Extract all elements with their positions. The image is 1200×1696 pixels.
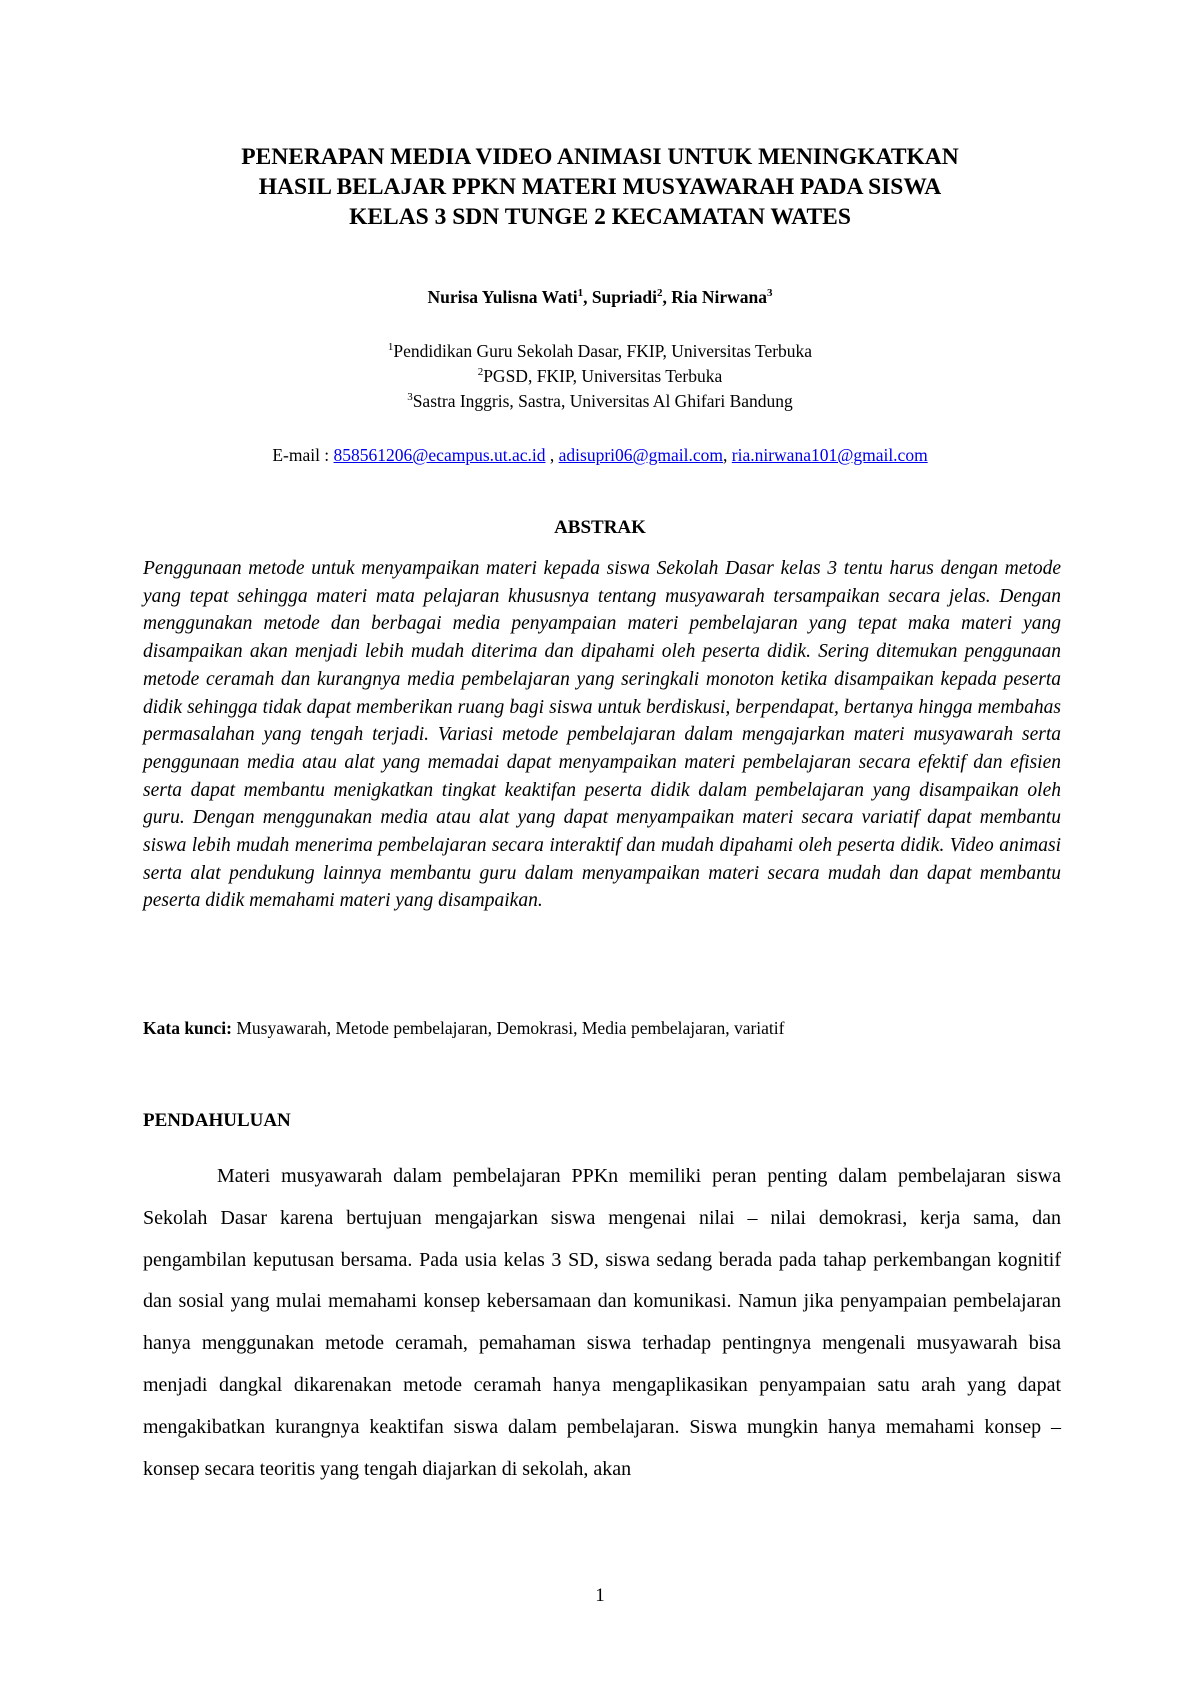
author-affiliation-mark: 2 [657,287,663,300]
affiliation-item [140,339,1060,364]
abstract-text: Penggunaan metode untuk menyampaikan materi kepada siswa Sekolah Dasar kelas 3 tentu harus dengan metode yang tepat sehingga materi mata pelajaran khususnya tentang musyawarah tersampaikan secara jelas. Dengan menggunakan metode dan berbagai media penyampaian materi pembelajaran yang tepat maka materi yang disampaikan akan menjadi lebih mudah diterima dan dipahami oleh peserta didik. Sering ditemukan penggunaan metode ceramah dan kurangnya media pembelajaran yang seringkali monoton ketika disampaikan kepada peserta didik sehingga tidak dapat memberikan ruang bagi siswa untuk berdiskusi, berpendapat, bertanya hingga membahas permasalahan yang tengah terjadi. Variasi metode pembelajaran dalam mengajarkan materi musyawarah serta penggunaan media atau alat yang memadai dapat menyampaikan materi pembelajaran secara efektif dan efisien serta dapat membantu menigkatkan tingkat keaktifan peserta didik dalam pembelajaran yang disampaikan oleh guru. Dengan menggunakan media atau alat yang dapat menyampaikan materi secara variatif dapat membantu siswa lebih mudah menerima pembelajaran secara interaktif dan mudah dipahami oleh peserta didik. Video animasi serta alat pendukung lainnya membantu guru dalam menyampaikan materi secara mudah dan dapat membantu peserta didik memahami materi yang disampaikan. [143,558,1061,912]
keywords-text: Musyawarah, Metode pembelajaran, Demokrasi, Media pembelajaran, variatif [231,1018,785,1038]
title-line-2: HASIL BELAJAR PPKN MATERI MUSYAWARAH PADA SISWA [258,174,942,200]
email-separator: , [723,445,732,465]
email-label: E-mail : [272,445,334,465]
author-separator: , [662,287,672,307]
author-name: Nurisa Yulisna Wati [427,287,578,307]
author-separator: , [583,287,592,307]
section-heading: PENDAHULUAN [143,1110,291,1131]
affiliation-text: PGSD, FKIP, Universitas Terbuka [483,366,723,386]
affiliation-list [140,339,1060,414]
email-separator: , [545,445,559,465]
author-list [140,286,1060,308]
page-number: 1 [595,1585,605,1606]
author-affiliation-mark: 1 [577,287,584,300]
affiliation-mark: 1 [387,341,394,354]
affiliation-text: Sastra Inggris, Sastra, Universitas Al Ghifari Bandung [412,391,793,411]
paper-title [140,142,1060,232]
affiliation-mark: 2 [477,366,484,379]
keywords-label: Kata kunci: [143,1018,232,1038]
author-name: Ria Nirwana [671,287,768,307]
keywords-line [143,1017,1061,1039]
email-link[interactable]: ria.nirwana101@gmail.com [731,445,928,465]
affiliation-text: Pendidikan Guru Sekolah Dasar, FKIP, Universitas Terbuka [393,341,813,361]
affiliation-item [140,364,1060,389]
email-line [140,444,1060,466]
affiliation-mark: 3 [407,391,413,404]
author-affiliation-mark: 3 [767,287,773,300]
email-link[interactable]: 858561206@ecampus.ut.ac.id [333,445,546,465]
body-paragraph: Materi musyawarah dalam pembelajaran PPKn memiliki peran penting dalam pembelajaran siswa Sekolah Dasar karena bertujuan mengajarkan siswa mengenai nilai – nilai demokrasi, kerja sama, dan pengambilan keputusan bersama. Pada usia kelas 3 SD, siswa sedang berada pada tahap perkembangan kognitif dan sosial yang mulai memahami konsep kebersamaan dan komunikasi. Namun jika penyampaian pembelajaran hanya menggunakan metode ceramah, pemahaman siswa terhadap pentingnya mengenali musyawarah bisa menjadi dangkal dikarenakan metode ceramah hanya mengaplikasikan penyampaian satu arah yang dapat mengakibatkan kurangnya keaktifan siswa dalam pembelajaran. Siswa mungkin hanya memahami konsep – konsep secara teoritis yang tengah diajarkan di sekolah, akan [143,1165,1061,1480]
abstract-heading: ABSTRAK [554,517,646,538]
author-name: Supriadi [591,287,658,307]
title-line-3: KELAS 3 SDN TUNGE 2 KECAMATAN WATES [349,204,851,230]
affiliation-item [140,389,1060,414]
title-line-1: PENERAPAN MEDIA VIDEO ANIMASI UNTUK MENINGKATKAN [241,144,959,170]
email-link[interactable]: adisupri06@gmail.com [558,445,724,465]
